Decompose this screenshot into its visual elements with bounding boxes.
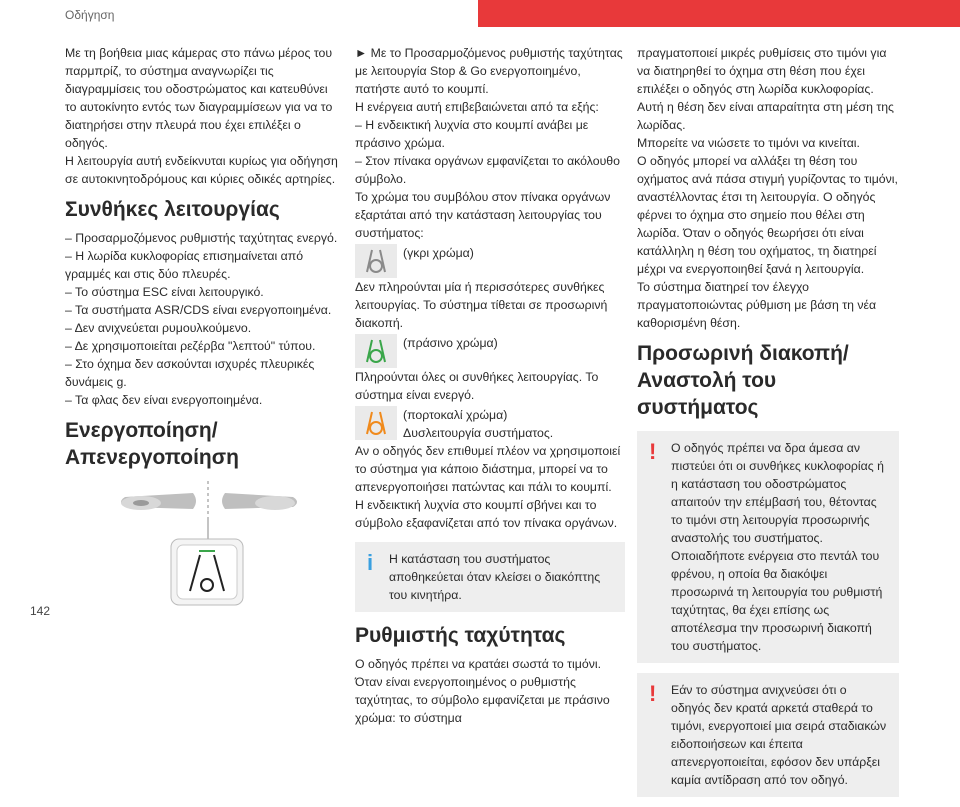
warning-note-1: [637, 431, 899, 663]
info-note: [355, 542, 625, 612]
heading-conditions: Συνθήκες λειτουργίας: [65, 198, 280, 221]
exclamation-icon: !: [649, 681, 657, 706]
indicator-color-label: (πορτοκαλί χρώμα): [403, 408, 508, 422]
lane-keeping-icon: [355, 406, 397, 440]
col3-paragraph: Μπορείτε να νιώσετε το τιμόνι να κινείται.: [637, 136, 860, 150]
info-icon: i: [367, 550, 374, 575]
condition-item: – Τα φλας δεν είναι ενεργοποιημένα.: [65, 393, 263, 407]
confirm-item: – Η ενδεικτική λυχνία στο κουμπί ανάβει με πράσινο χρώμα.: [355, 118, 589, 150]
column-2: [355, 44, 625, 727]
exclamation-icon: !: [649, 439, 657, 464]
col3-paragraph: Ο οδηγός μπορεί να αλλάξει τη θέση του οχήματος ανά πάσα στιγμή γυρίζοντας το τιμόνι, αναστέλλοντας έτσι τη λειτουργία. Ο οδηγός φέρνει το όχημα στο σημείο που θέλει στη λωρίδα. Όταν ο οδηγός θεωρήσει ότι είναι κατάλληλη η θέση του οχήματος, τη διατηρεί μέχρι να ενεργοποιηθεί ξανά η λειτουργία.: [637, 154, 898, 276]
confirm-text: Η ενέργεια αυτή επιβεβαιώνεται από τα εξής:: [355, 100, 599, 114]
indicator-orange: [355, 406, 625, 442]
lamp-off-text: Η ενδεικτική λυχνία στο κουμπί σβήνει και το σύμβολο εξαφανίζεται από τον πίνακα οργάνων.: [355, 498, 618, 530]
col3-paragraph: Το σύστημα διατηρεί τον έλεγχο πραγματοποιώντας ρύθμιση με βάση τη νέα καθορισμένη θέση.: [637, 280, 877, 330]
heading-speed-limiter: Ρυθμιστής ταχύτητας: [355, 624, 566, 647]
intro-paragraph-1: Με τη βοήθεια μιας κάμερας στο πάνω μέρος του παρμπρίζ, το σύστημα αναγνωρίζει τις διαγραμμίσεις του οδοστρώματος και κατευθύνει το αυτοκίνητο εντός των διαγραμμίσεων για να το διατηρήσει στην πλευρά που έχει επιλέξει ο οδηγός.: [65, 46, 333, 150]
warning-note-2: [637, 673, 899, 797]
indicator-description: Πληρούνται όλες οι συνθήκες λειτουργίας. Το σύστημα είναι ενεργό.: [355, 370, 599, 402]
indicator-green: [355, 334, 625, 368]
heading-activation: Ενεργοποίηση/ Απενεργοποίηση: [65, 419, 239, 469]
page-number: 142: [30, 604, 51, 618]
heading-suspend: Προσωρινή διακοπή/Αναστολή του συστήματος: [637, 342, 849, 419]
column-1: [65, 44, 340, 609]
indicator-grey: [355, 244, 625, 278]
speed-text-1: Ο οδηγός πρέπει να κρατάει σωστά το τιμόνι.: [355, 657, 601, 671]
indicator-color-label: (πράσινο χρώμα): [403, 336, 498, 350]
condition-item: – Προσαρμοζόμενος ρυθμιστής ταχύτητας ενεργό.: [65, 231, 338, 245]
condition-item: – Τα συστήματα ASR/CDS είναι ενεργοποιημένα.: [65, 303, 332, 317]
condition-item: – Δεν ανιχνεύεται ρυμουλκούμενο.: [65, 321, 252, 335]
condition-item: – Στο όχημα δεν ασκούνται ισχυρές πλευρικές δυνάμεις g.: [65, 357, 315, 389]
info-note-text: Η κατάσταση του συστήματος αποθηκεύεται όταν κλείσει ο διακόπτης του κινητήρα.: [389, 552, 601, 602]
warning-note-text: Εάν το σύστημα ανιχνεύσει ότι ο οδηγός δεν κρατά αρκετά σταθερά το τιμόνι, ενεργοποιεί μια σειρά σταδιακών ειδοποιήσεων και έπειτα απενεργοποιείται, εφόσον δεν υπάρξει καμία αντίδραση από τον οδηγό.: [671, 683, 887, 787]
steering-stalk-icon: [65, 481, 340, 609]
header-accent-bar: [478, 0, 960, 27]
indicator-description: Δεν πληρούνται μία ή περισσότερες συνθήκες λειτουργίας. Το σύστημα τίθεται σε προσωρινή διακοπή.: [355, 280, 608, 330]
col3-paragraph: πραγματοποιεί μικρές ρυθμίσεις στο τιμόνι για να διατηρηθεί το όχημα στη θέση που έχει επιλέξει ο οδηγός στη λωρίδα κυκλοφορίας. Αυτή η θέση δεν είναι απαραίτητα στη μέση της λωρίδας.: [637, 46, 894, 132]
lane-keeping-icon: [355, 334, 397, 368]
steering-wheel-figure: [65, 481, 340, 609]
speed-text-2: Όταν είναι ενεργοποιημένος ο ρυθμιστής ταχύτητας, το σύμβολο εμφανίζεται με πράσινο χρώμα: το σύστημα: [355, 675, 610, 725]
indicator-color-label: (γκρι χρώμα): [403, 246, 474, 260]
condition-item: – Δε χρησιμοποιείται ρεζέρβα "λεπτού" τύπου.: [65, 339, 316, 353]
indicator-description: Δυσλειτουργία συστήματος.: [403, 426, 554, 440]
condition-item: – Η λωρίδα κυκλοφορίας επισημαίνεται από γραμμές και στις δύο πλευρές.: [65, 249, 304, 281]
condition-item: – Το σύστημα ESC είναι λειτουργικό.: [65, 285, 264, 299]
lane-keeping-icon: [355, 244, 397, 278]
warning-note-text: Ο οδηγός πρέπει να δρα άμεσα αν πιστεύει ότι οι συνθήκες κυκλοφορίας ή η κατάσταση του οδοστρώματος απαιτούν την επέμβασή του, θέτοντας το τιμόνι στη λειτουργία προσωρινής αναστολής του συστήματος. Οποιαδήποτε ενέργεια στο πεντάλ του φρένου, η οποία θα διακόψει προσωρινά τη λειτουργία του ρυθμιστή ταχύτητας, θα έχει επίσης ως αποτέλεσμα την προσωρινή διακοπή του συστήματος.: [671, 441, 884, 653]
press-instruction: ► Με το Προσαρμοζόμενος ρυθμιστής ταχύτητας με λειτουργία Stop & Go ενεργοποιημένο, πατήστε αυτό το κουμπί.: [355, 46, 623, 96]
confirm-item: – Στον πίνακα οργάνων εμφανίζεται το ακόλουθο σύμβολο.: [355, 154, 620, 186]
symbol-color-text: Το χρώμα του συμβόλου στον πίνακα οργάνων εξαρτάται από την κατάσταση λειτουργίας του συστήματος:: [355, 190, 611, 240]
deactivate-text: Αν ο οδηγός δεν επιθυμεί πλέον να χρησιμοποιεί το σύστημα για κάποιο διάστημα, μπορεί να το απενεργοποιήσει πατώντας και πάλι το κουμπί.: [355, 444, 621, 494]
intro-paragraph-2: Η λειτουργία αυτή ενδείκνυται κυρίως για οδήγηση σε αυτοκινητοδρόμους και κύριες οδικές αρτηρίες.: [65, 154, 338, 186]
column-3: [637, 44, 899, 807]
header-title: Οδήγηση: [65, 8, 115, 22]
